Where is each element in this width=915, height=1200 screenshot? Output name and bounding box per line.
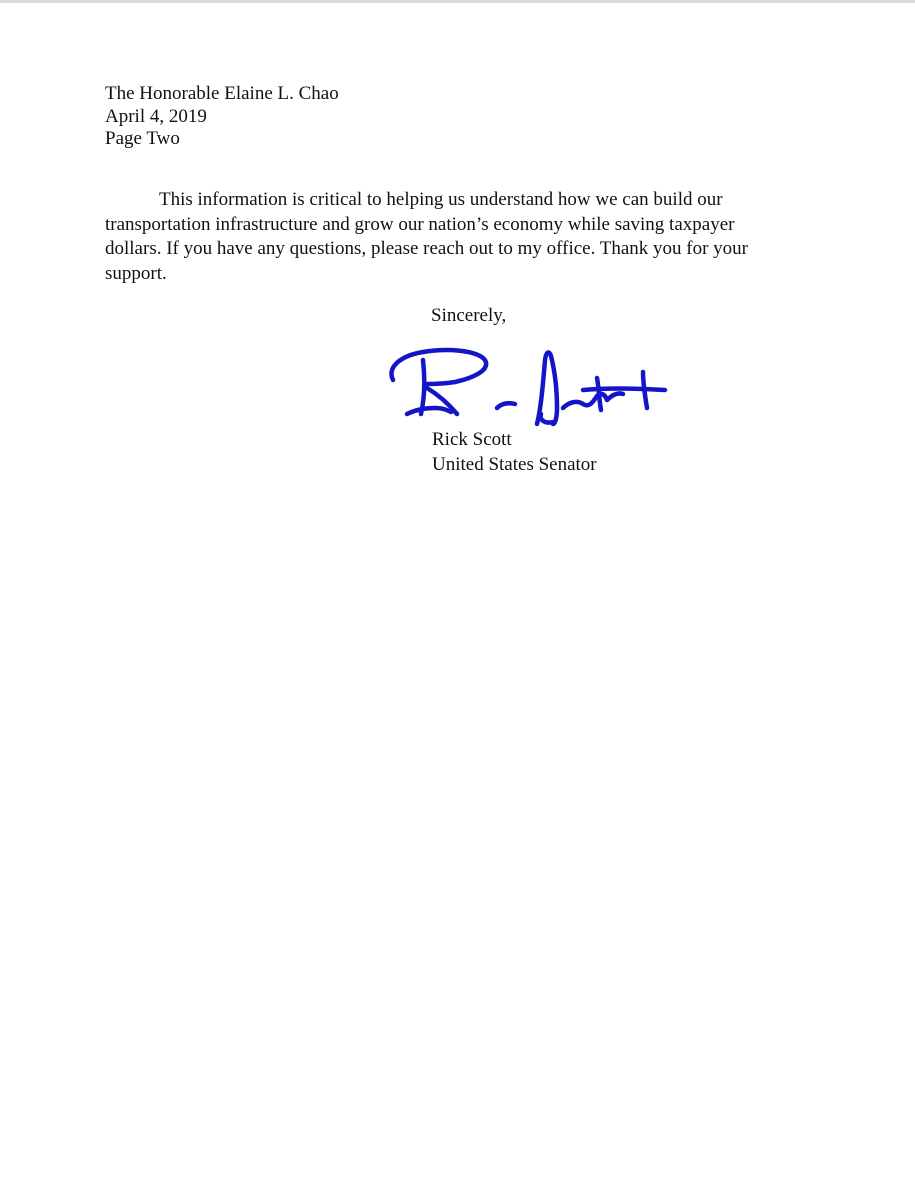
body-line: dollars. If you have any questions, please reach out to my office. Thank you for your — [105, 238, 749, 260]
closing-salutation: Sincerely, — [431, 305, 507, 326]
signer-name: Rick Scott — [432, 429, 512, 450]
date-line: April 4, 2019 — [105, 105, 207, 127]
body-line: transportation infrastructure and grow our nation’s economy while saving taxpayer — [105, 213, 735, 235]
page-label: Page Two — [105, 128, 180, 149]
page-top-edge — [0, 0, 915, 3]
recipient-line: The Honorable Elaine L. Chao — [105, 83, 339, 104]
letter-header — [105, 83, 339, 151]
body-line: This information is critical to helping us understand how we can build our — [159, 189, 723, 210]
handwritten-signature — [385, 338, 670, 433]
signer-title: United States Senator — [432, 453, 597, 475]
signature-block — [432, 428, 597, 477]
body-line: support. — [105, 263, 167, 285]
body-paragraph — [105, 188, 795, 287]
